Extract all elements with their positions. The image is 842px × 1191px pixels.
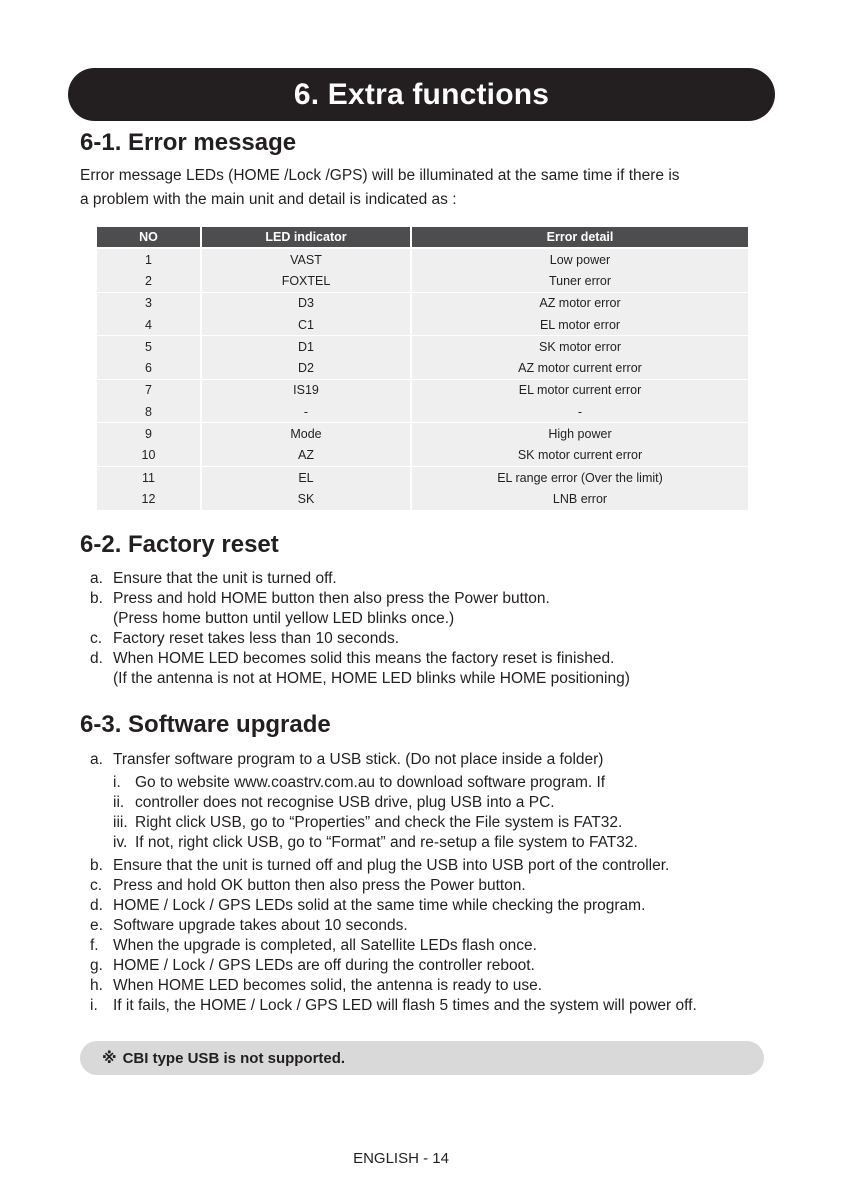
cell-led: IS19 (202, 380, 410, 401)
header-error-detail: Error detail (412, 227, 748, 249)
sub-list-item (113, 793, 697, 813)
list-marker: f. (90, 937, 99, 954)
list-item (90, 896, 697, 916)
list-item (90, 936, 697, 956)
list-item (90, 976, 697, 996)
list-marker: b. (90, 857, 103, 874)
error-table (95, 227, 750, 510)
list-marker: a. (90, 751, 103, 768)
error-intro-line-2: a problem with the main unit and detail is indicated as : (80, 191, 457, 208)
table-row (97, 445, 748, 467)
list-text: Ensure that the unit is turned off and plug the USB into USB port of the controller. (113, 857, 670, 874)
cell-led: VAST (202, 249, 410, 270)
cell-no: 2 (97, 270, 200, 292)
list-marker: b. (90, 590, 103, 607)
cell-no: 1 (97, 249, 200, 270)
list-marker: d. (90, 897, 103, 914)
list-text: When the upgrade is completed, all Satellite LEDs flash once. (113, 937, 537, 954)
header-led-indicator: LED indicator (202, 227, 410, 249)
table-row (97, 401, 748, 423)
list-item (90, 589, 630, 629)
cell-led: D1 (202, 336, 410, 357)
cell-detail: EL range error (Over the limit) (412, 467, 748, 488)
cell-detail: SK motor current error (412, 445, 748, 467)
sub-list-marker: i. (113, 774, 121, 791)
sub-list-text: Right click USB, go to “Properties” and check the File system is FAT32. (135, 814, 623, 831)
error-table-header (97, 227, 748, 249)
chapter-title-banner (68, 68, 775, 121)
list-item (90, 956, 697, 976)
list-marker: e. (90, 917, 103, 934)
list-text-line: (Press home button until yellow LED blinks once.) (113, 610, 455, 627)
cell-detail: Low power (412, 249, 748, 270)
error-message-heading: 6-1. Error message (80, 129, 297, 156)
list-marker: h. (90, 977, 103, 994)
cell-no: 5 (97, 336, 200, 357)
cell-no: 7 (97, 380, 200, 401)
note-text: CBI type USB is not supported. (122, 1049, 346, 1067)
sub-list-text: controller does not recognise USB drive, plug USB into a PC. (135, 794, 555, 811)
table-row (97, 423, 748, 444)
list-text-line: Ensure that the unit is turned off. (113, 570, 337, 587)
list-item (90, 876, 697, 896)
table-row (97, 380, 748, 401)
sub-list-item (113, 833, 697, 853)
factory-reset-heading: 6-2. Factory reset (80, 531, 279, 558)
software-upgrade-heading: 6-3. Software upgrade (80, 711, 331, 738)
table-row (97, 488, 748, 509)
usb-note (80, 1041, 764, 1075)
cell-detail: LNB error (412, 488, 748, 509)
chapter-title: 6. Extra functions (293, 77, 550, 111)
list-marker: c. (90, 630, 103, 647)
table-row (97, 336, 748, 357)
cell-led: AZ (202, 445, 410, 467)
cell-led: D2 (202, 357, 410, 379)
list-marker: g. (90, 957, 103, 974)
cell-detail: Tuner error (412, 270, 748, 292)
error-intro-line-1: Error message LEDs (HOME /Lock /GPS) will be illuminated at the same time if there is (80, 167, 680, 184)
cell-no: 9 (97, 423, 200, 444)
table-row (97, 314, 748, 336)
cell-no: 6 (97, 357, 200, 379)
list-text: If it fails, the HOME / Lock / GPS LED will flash 5 times and the system will power off. (113, 997, 697, 1014)
sub-list-item (113, 813, 697, 833)
cell-no: 12 (97, 488, 200, 509)
list-text-line: When HOME LED becomes solid this means the factory reset is finished. (113, 650, 615, 667)
list-item (90, 629, 630, 649)
list-marker: a. (90, 570, 103, 587)
list-text-line: Press and hold HOME button then also press the Power button. (113, 590, 550, 607)
cell-detail: - (412, 401, 748, 423)
cell-led: Mode (202, 423, 410, 444)
cell-detail: EL motor error (412, 314, 748, 336)
error-intro (80, 164, 770, 212)
software-upgrade-list (90, 750, 697, 1016)
sub-list-marker: iii. (113, 814, 128, 831)
cell-detail: High power (412, 423, 748, 444)
cell-detail: AZ motor current error (412, 357, 748, 379)
cell-no: 8 (97, 401, 200, 423)
sub-list (90, 773, 697, 853)
list-item (90, 569, 630, 589)
list-text-line: Factory reset takes less than 10 seconds. (113, 630, 400, 647)
list-text (113, 589, 550, 629)
sub-list-text: Go to website www.coastrv.com.au to download software program. If (135, 774, 606, 791)
cell-no: 4 (97, 314, 200, 336)
cell-detail: EL motor current error (412, 380, 748, 401)
list-marker: c. (90, 877, 103, 894)
list-text: HOME / Lock / GPS LEDs solid at the same time while checking the program. (113, 897, 646, 914)
list-text: Press and hold OK button then also press the Power button. (113, 877, 526, 894)
cell-led: - (202, 401, 410, 423)
cell-detail: SK motor error (412, 336, 748, 357)
list-item (90, 856, 697, 876)
cell-no: 3 (97, 293, 200, 314)
reference-mark-icon: ※ (102, 1050, 117, 1067)
list-item (90, 996, 697, 1016)
list-text (113, 649, 630, 689)
cell-led: C1 (202, 314, 410, 336)
sub-list-text: If not, right click USB, go to “Format” and re-setup a file system to FAT32. (135, 834, 638, 851)
list-text-line: (If the antenna is not at HOME, HOME LED blinks while HOME positioning) (113, 670, 630, 687)
list-text: Transfer software program to a USB stick. (Do not place inside a folder) (113, 751, 604, 768)
cell-no: 10 (97, 445, 200, 467)
sub-list-marker: ii. (113, 794, 125, 811)
upgrade-items (90, 856, 697, 1016)
table-row (97, 270, 748, 292)
table-row (97, 293, 748, 314)
list-item (90, 649, 630, 689)
list-text: Software upgrade takes about 10 seconds. (113, 917, 408, 934)
list-text (113, 629, 399, 649)
list-text: When HOME LED becomes solid, the antenna is ready to use. (113, 977, 543, 994)
cell-no: 11 (97, 467, 200, 488)
page-footer: ENGLISH - 14 (353, 1150, 449, 1167)
sub-list-marker: iv. (113, 834, 128, 851)
table-row (97, 249, 748, 270)
header-no: NO (97, 227, 200, 249)
factory-reset-list (90, 569, 630, 689)
list-marker: i. (90, 997, 98, 1014)
cell-led: EL (202, 467, 410, 488)
table-row (97, 467, 748, 488)
table-row (97, 357, 748, 379)
cell-led: D3 (202, 293, 410, 314)
list-marker: d. (90, 650, 103, 667)
cell-led: SK (202, 488, 410, 509)
error-table-body (97, 249, 748, 510)
list-item (90, 916, 697, 936)
cell-detail: AZ motor error (412, 293, 748, 314)
list-text: HOME / Lock / GPS LEDs are off during the controller reboot. (113, 957, 535, 974)
list-text (113, 569, 337, 589)
cell-led: FOXTEL (202, 270, 410, 292)
sub-list-item (113, 773, 697, 793)
list-item (90, 750, 697, 770)
